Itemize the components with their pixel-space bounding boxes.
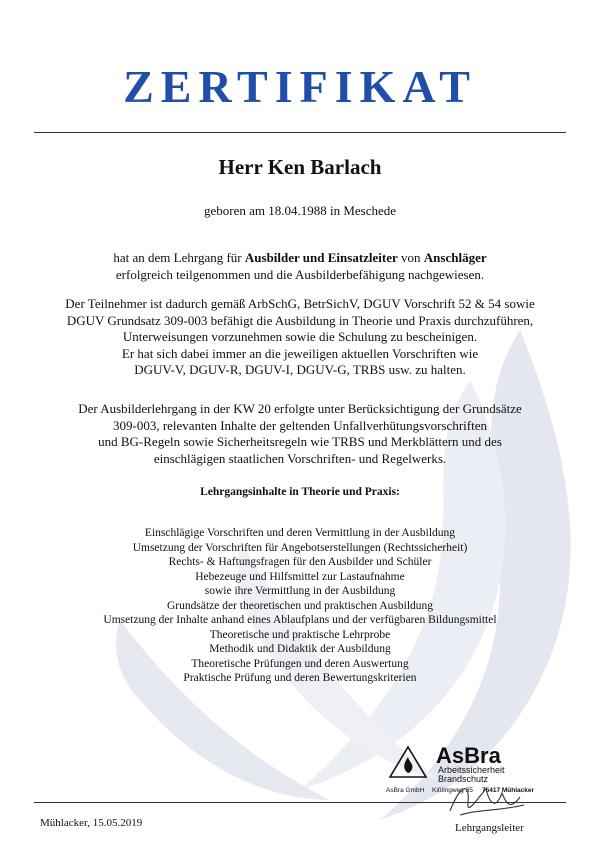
list-item: Theoretische Prüfungen und deren Auswertung — [191, 657, 409, 670]
certificate-title: ZERTIFIKAT — [123, 61, 477, 112]
stamp-line-1: Arbeitssicherheit — [438, 765, 505, 775]
qualification-line: Unterweisungen vorzunehmen sowie die Schulung zu bescheinigen. — [122, 329, 478, 344]
signature-scribble — [440, 775, 530, 823]
recipient-name: Herr Ken Barlach — [218, 155, 382, 179]
place-date: Mühlacker, 15.05.2019 — [40, 817, 143, 829]
stamp-brand: AsBra — [436, 743, 501, 768]
course-line: Der Ausbilderlehrgang in der KW 20 erfolgte unter Berücksichtigung der Grundsätze — [78, 401, 522, 416]
list-item: sowie ihre Vermittlung in der Ausbildung — [204, 585, 396, 597]
course-line: einschlägigen staatlichen Vorschriften- und Regelwerks. — [153, 450, 447, 466]
list-item: Umsetzung der Inhalte anhand eines Ablaufplans und der verfügbaren Bildungsmittel — [103, 614, 497, 626]
qualification-line: DGUV-V, DGUV-R, DGUV-I, DGUV-G, TRBS usw. zu halten. — [134, 362, 466, 377]
contents-heading: Lehrgangsinhalte in Theorie und Praxis: — [200, 486, 400, 498]
participation-line-1: hat an dem Lehrgang für Ausbilder und Einsatzleiter von Anschläger — [113, 250, 487, 265]
qualification-line: Der Teilnehmer ist dadurch gemäß ArbSchG, BetrSichV, DGUV Vorschrift 52 & 54 sowie — [65, 296, 535, 311]
birth-line: geboren am 18.04.1988 in Meschede — [203, 203, 397, 218]
stamp-line-2: Brandschutz — [438, 774, 489, 784]
stamp-city: 75417 Mühlacker — [482, 787, 535, 794]
course-name: Ausbilder und Einsatzleiter — [244, 250, 398, 265]
signature-label: Lehrgangsleiter — [455, 822, 524, 834]
participation-line-2: erfolgreich teilgenommen und die Ausbilderbefähigung nachgewiesen. — [115, 266, 485, 282]
course-paragraph — [20, 401, 580, 467]
qualification-line: DGUV Grundsatz 309-003 befähigt die Ausbildung in Theorie und Praxis durchzuführen, — [66, 312, 534, 328]
qualification-line: Er hat sich dabei immer an die jeweiligen aktuellen Vorschriften wie — [121, 345, 479, 361]
list-item: Grundsätze der theoretischen und praktischen Ausbildung — [166, 599, 434, 612]
participation-paragraph — [20, 250, 580, 283]
course-line: und BG-Regeln sowie Sicherheitsregeln wie TRBS und Merkblättern und des — [98, 434, 502, 449]
bottom-divider — [34, 802, 566, 803]
qualification-paragraph — [20, 296, 580, 379]
list-item: Theoretische und praktische Lehrprobe — [209, 628, 391, 641]
list-item: Praktische Prüfung und deren Bewertungskriterien — [183, 672, 417, 684]
list-item: Methodik und Didaktik der Ausbildung — [209, 643, 391, 655]
stamp-company: AsBra GmbH — [386, 787, 425, 794]
stamp-street: Kißlingweg 35 — [432, 787, 473, 794]
list-item: Umsetzung der Vorschriften für Angebotserstellungen (Rechtssicherheit) — [132, 541, 468, 554]
list-item: Einschlägige Vorschriften und deren Vermittlung in der Ausbildung — [144, 527, 456, 539]
list-item: Hebezeuge und Hilfsmittel zur Lastaufnahme — [195, 570, 405, 583]
top-divider — [34, 132, 566, 133]
list-item: Rechts- & Haftungsfragen für den Ausbilder und Schüler — [168, 556, 432, 568]
course-line: 309-003, relevanten Inhalte der geltenden Unfallverhütungsvorschriften — [113, 417, 487, 433]
contents-list — [0, 526, 600, 686]
course-subject: Anschläger — [423, 250, 487, 265]
flame-icon — [404, 757, 412, 773]
